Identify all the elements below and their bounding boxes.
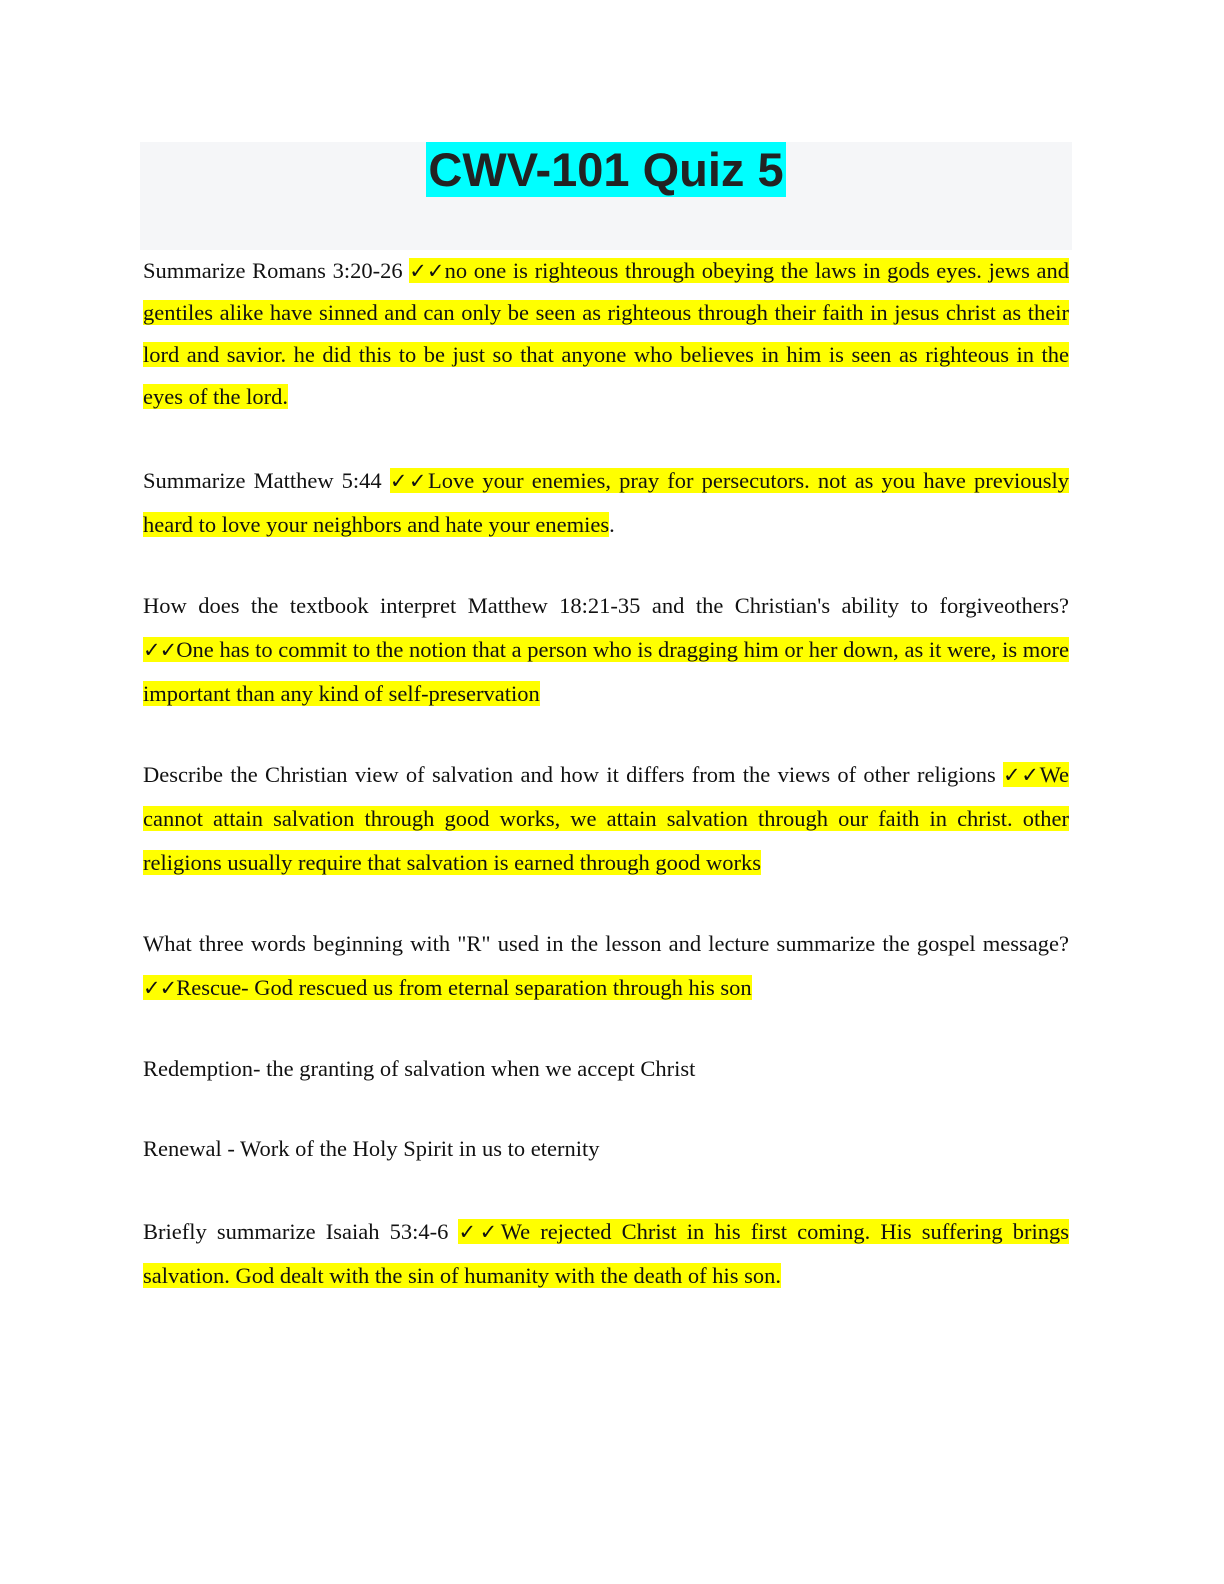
question-text: What three words beginning with "R" used in the lesson and lecture summarize the gospel message? (143, 931, 1069, 956)
quiz-content (143, 250, 1069, 1298)
question-text: Summarize Matthew 5:44 (143, 468, 382, 493)
double-check-icon: ✓✓ (1003, 763, 1040, 787)
qa-item-salvation (143, 753, 1069, 885)
qa-item-isaiah (143, 1210, 1069, 1298)
double-check-icon: ✓✓ (389, 469, 428, 493)
double-check-icon: ✓✓ (409, 259, 445, 283)
question-text: Describe the Christian view of salvation and how it differs from the views of other religions (143, 762, 996, 787)
title-wrap (140, 142, 1072, 197)
double-check-icon: ✓✓ (458, 1220, 501, 1244)
answer-text: Love your enemies, pray for persecutors. not as you have previously heard to love your neighbors and hate your enemies (143, 468, 1069, 537)
qa-item-matthew-5 (143, 459, 1069, 547)
qa-item-three-r (143, 922, 1069, 1010)
question-text: How does the textbook interpret Matthew 18:21-35 and the Christian's ability to forgiveothers? (143, 593, 1069, 618)
double-check-icon: ✓✓ (143, 638, 177, 662)
answer-text: We rejected Christ in his first coming. His suffering brings salvation. God dealt with the sin of humanity with the death of his son. (143, 1219, 1069, 1288)
answer-text: no one is righteous through obeying the laws in gods eyes. jews and gentiles alike have sinned and can only be seen as righteous through their faith in jesus christ as their lord and savior. he did this to be just so that anyone who believes in him is seen as righteous in the eyes of the lord. (143, 258, 1070, 409)
answer-text: Rescue- God rescued us from eternal separation through his son (176, 975, 752, 1000)
answer-highlight (143, 637, 1069, 706)
answer-highlight (143, 975, 752, 1000)
document-title: CWV-101 Quiz 5 (428, 143, 784, 196)
question-text: Briefly summarize Isaiah 53:4-6 (143, 1219, 449, 1244)
answer-trailing: . (609, 512, 615, 537)
plain-line-redemption: Redemption- the granting of salvation when we accept Christ (143, 1056, 696, 1081)
answer-text: One has to commit to the notion that a person who is dragging him or her down, as it were, is more important than any kind of self-preservation (143, 637, 1069, 706)
answer-text: We cannot attain salvation through good works, we attain salvation through our faith in christ. other religions usually require that salvation is earned through good works (143, 762, 1070, 875)
question-text: Summarize Romans 3:20-26 (143, 258, 403, 283)
qa-item-romans (143, 250, 1069, 418)
double-check-icon: ✓✓ (143, 976, 177, 1000)
plain-line-renewal: Renewal - Work of the Holy Spirit in us to eternity (143, 1136, 600, 1161)
qa-item-matthew-18 (143, 584, 1069, 716)
